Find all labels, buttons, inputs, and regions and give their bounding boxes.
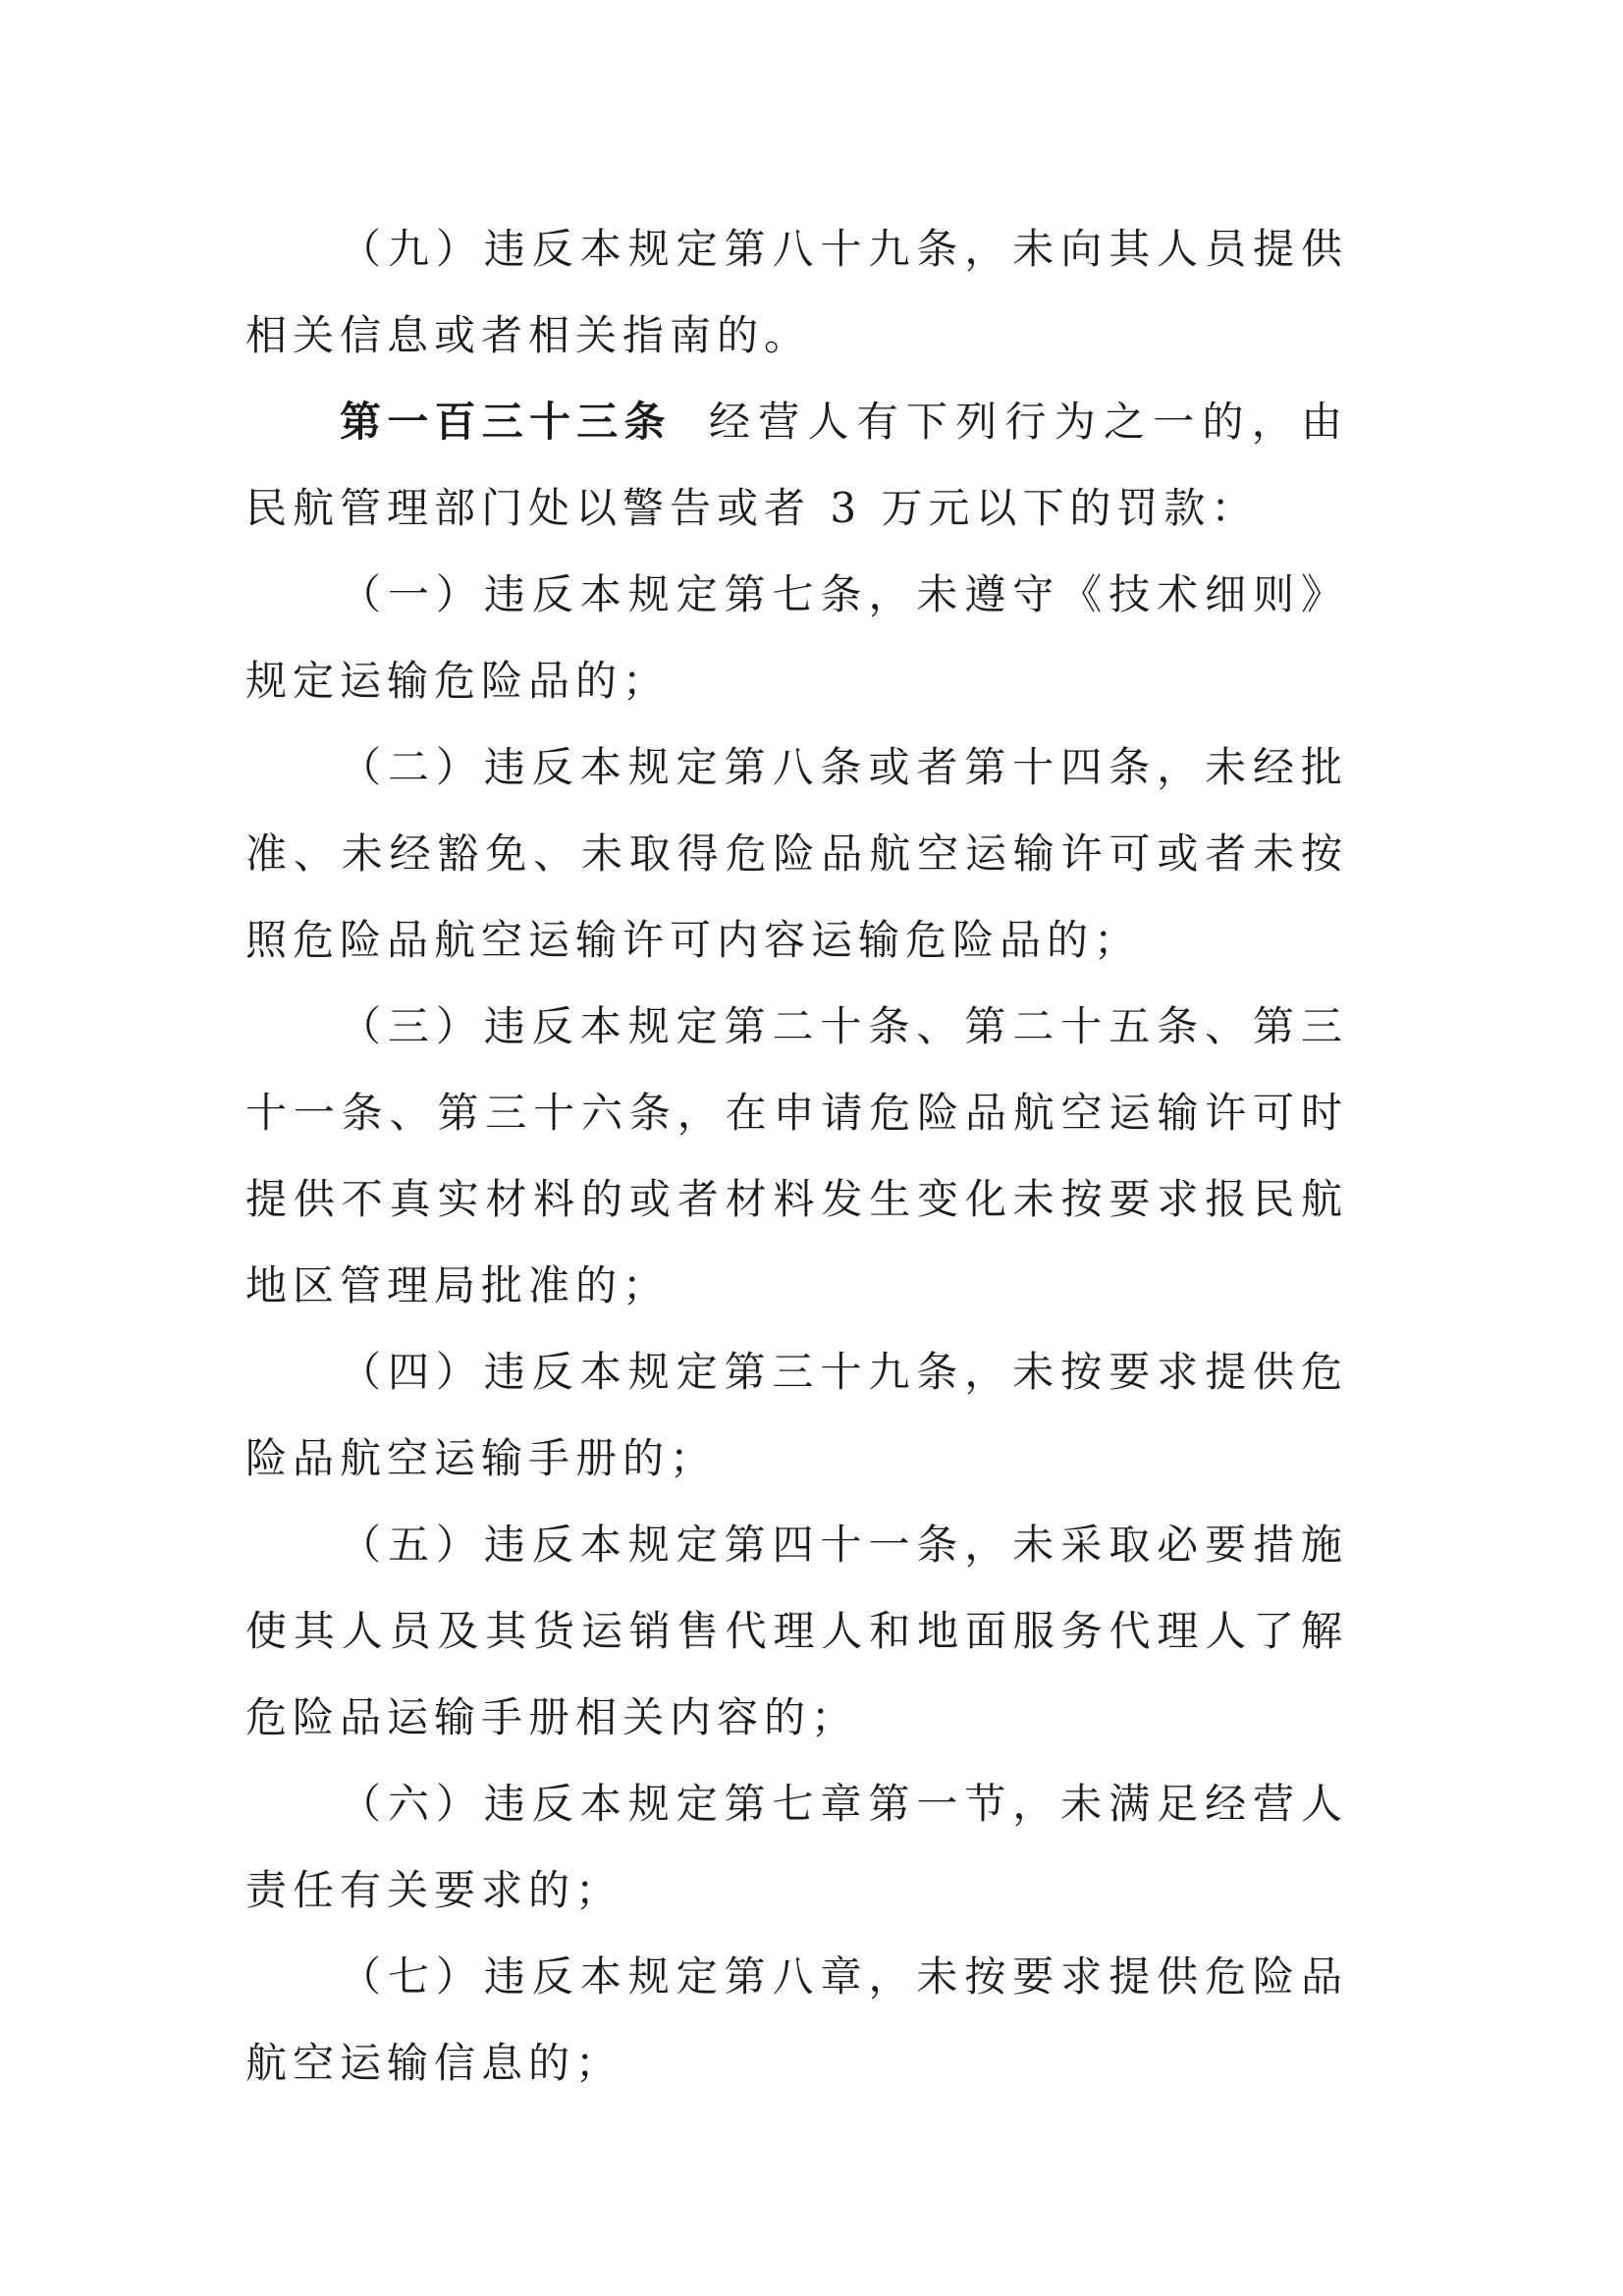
paragraph-item-7 [245,1934,1348,2107]
paragraph-item-5 [245,1502,1348,1761]
paragraph-item-6 [245,1761,1348,1934]
paragraph-text: （四）违反本规定第三十九条，未按要求提供危险品航空运输手册的； [245,1348,1348,1482]
paragraph-text: （一）违反本规定第七条，未遵守《技术细则》规定运输危险品的； [245,570,1348,705]
paragraph-text: 经营人有下列行为之一的，由民航管理部门处以警告或者 3 万元以下的罚款： [245,398,1348,532]
paragraph-text: （六）违反本规定第七章第一节，未满足经营人责任有关要求的； [245,1780,1348,1914]
document-body [245,206,1348,2107]
paragraph-text: （五）违反本规定第四十一条，未采取必要措施使其人员及其货运销售代理人和地面服务代理人了解危险品运输手册相关内容的； [245,1521,1348,1741]
paragraph-article-133 [245,379,1348,552]
article-heading: 第一百三十三条 [340,398,672,446]
paragraph-text: （二）违反本规定第八条或者第十四条，未经批准、未经豁免、未取得危险品航空运输许可或者未按照危险品航空运输许可内容运输危险品的； [245,743,1348,964]
paragraph-item-2 [245,724,1348,984]
paragraph-text: （三）违反本规定第二十条、第二十五条、第三十一条、第三十六条，在申请危险品航空运输许可时提供不真实材料的或者材料发生变化未按要求报民航地区管理局批准的； [245,1002,1348,1309]
paragraph-item-3 [245,984,1348,1329]
paragraph-item-1 [245,552,1348,724]
paragraph-text: （九）违反本规定第八十九条，未向其人员提供相关信息或者相关指南的。 [245,225,1348,359]
paragraph-item-9 [245,206,1348,379]
paragraph-item-4 [245,1329,1348,1502]
paragraph-text: （七）违反本规定第八章，未按要求提供危险品航空运输信息的； [245,1952,1348,2087]
